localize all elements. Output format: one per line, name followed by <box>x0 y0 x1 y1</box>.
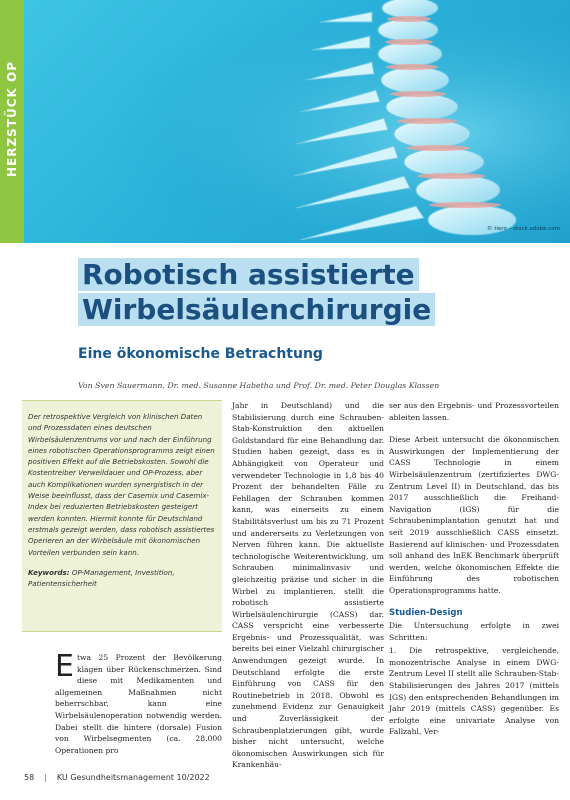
abstract-box <box>22 400 222 632</box>
article-title <box>78 258 435 326</box>
abstract-text: Der retrospektive Vergleich von klinischen Daten und Prozessdaten eines deutschen Wirbelsäulenzentrums vor und nach der Einführung eines robotischen Operationsprogramms zeigt einen positiven Effekt auf die Betriebskosten. Sowohl die Kostentreiber Verweildauer und OP-Prozess, aber auch Komplikationen wurden synergistisch in der Weise beeinflusst, dass der Casemix und Casemix-Index bei reduzierten Betriebskosten gesteigert werden konnten. Hiermit konnte für Deutschland erstmals gezeigt werden, dass robotisch assistiertes Operieren an der Wirbelsäule mit ökonomischen Vorteilen verbunden sein kann. <box>28 412 215 557</box>
body-column-3 <box>389 400 559 749</box>
col3-paragraph-2: Diese Arbeit untersucht die ökonomischen Auswirkungen der Implementierung der CASS Technologie in einem Wirbelsäulenzentrum (zertifiziertes DWG-Zentrum Level II) in Deutschland, das bis 2017 ausschließlich die Freihand-Navigation (IGS) für die Schraubenimplantation genutzt hat und seit 2019 ausschließlich CASS einsetzt. Basierend auf klinischen- und Prozessdaten soll anhand des InEK Benchmark überprüft werden, welche ökonomischen Effekte die Einführung des robotischen Operationsprogramms hatte. <box>389 435 559 595</box>
section-heading: Studien-Design <box>389 607 463 618</box>
page-number: 58 <box>24 773 35 782</box>
title-line-1: Robotisch assistierte <box>78 258 419 291</box>
publication-name: KU Gesundheitsmanagement 10/2022 <box>56 773 210 782</box>
spine-illustration <box>0 0 570 243</box>
col3-paragraph-1: ser aus den Ergebnis- und Prozessvorteilen ableiten lassen. <box>389 401 559 422</box>
keywords-label: Keywords: <box>28 567 70 577</box>
page-footer <box>24 773 210 782</box>
col2-text: Jahr in Deutschland) und die Stabilisierung durch eine Schrauben-Stab-Konstruktion den aktuellen Goldstandard für eine Behandlung dar. Studien haben gezeigt, dass es in Abhängigkeit von Operateur und verwendeter Technologie in 1,8 bis 40 Prozent der behandelten Fälle zu Fehllagen der Schrauben kommen kann, was einerseits zu einem Stabilitätsverlust um bis zu 71 Prozent und andererseits zu Verletzungen von Nerven führen kann. Die aktuellste technologische Weiterentwicklung, um Schrauben minimalinvasiv und gleichzeitig präzise und sicher in die Wirbel zu implantieren, stellt die robotisch assistierte Wirbelsäulenchirurgie (CASS) dar. CASS verspricht eine verbesserte Ergebnis- und Prozessqualität, was bereits bei einer Vielzahl chirurgischer Anwendungen gezeigt wurde. In Deutschland erfolgte die erste Einführung von CASS für den Routinebetrieb in 2018. Obwohl es zunehmend Evidenz zur Genauigkeit und Zuverlässigkeit der Schraubenplatzierungen gibt, wurde bisher nicht untersucht, welche ökonomischen Auswirkungen sich für Krankenhäu- <box>232 401 384 770</box>
hero-image <box>0 0 570 243</box>
col3-list-item-1: 1. Die retrospektive, vergleichende, monozentrische Analyse in einem DWG-Zentrum Level II stellt alle Schrauben-Stab-Stabilisierungen des Jahres 2017 (mittels IGS) den entsprechenden Behandlungen im Jahr 2019 (mittels CASS) gegenüber. Es erfolgte eine univariate Analyse von Fallzahl, Ver- <box>389 646 559 737</box>
section-tag: HERZSTÜCK OP <box>5 60 19 178</box>
body-column-1 <box>55 649 222 756</box>
footer-separator: | <box>44 773 47 782</box>
drop-cap: E <box>55 649 74 684</box>
title-line-2: Wirbelsäulenchirurgie <box>78 293 435 326</box>
keywords <box>28 567 216 590</box>
keywords-text: OP-Management, Investition, Patientensicherheit <box>28 567 175 589</box>
article-subtitle: Eine ökonomische Betrachtung <box>78 346 323 362</box>
image-credit: © tiero – stock.adobe.com <box>486 226 560 232</box>
col1-text: twa 25 Prozent der Bevölkerung klagen über Rückenschmerzen. Sind diese mit Medikamenten und allgemeinen Maßnahmen nicht beherrschbar, kann eine Wirbelsäulenoperation notwendig werden. Dabei stellt die hintere (dorsale) Fusion von Wirbelsegmenten (ca. 28.000 Operationen pro <box>55 653 222 755</box>
col3-paragraph-3: Die Untersuchung erfolgte in zwei Schritten: <box>389 621 559 642</box>
body-column-2 <box>232 400 384 771</box>
section-band <box>0 0 24 243</box>
article-authors: Von Sven Sauermann, Dr. med. Susanne Habetha und Prof. Dr. med. Peter Douglas Klassen <box>78 381 440 390</box>
